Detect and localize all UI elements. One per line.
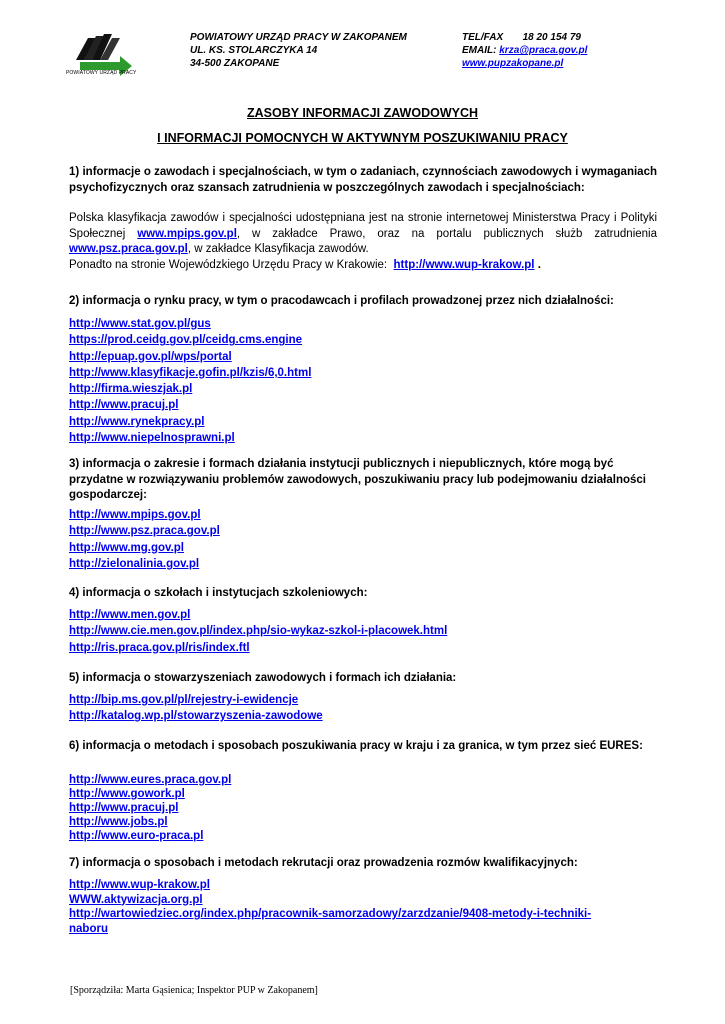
link-item[interactable]: http://www.mpips.gov.pl <box>69 509 201 521</box>
link-item[interactable]: http://zielonalinia.gov.pl <box>69 557 200 570</box>
link-item[interactable]: http://www.gowork.pl <box>69 788 185 800</box>
section-6-heading-wrap <box>69 739 657 755</box>
wup-krakow-link[interactable]: http://www.wup-krakow.pl <box>393 258 535 271</box>
link-item[interactable]: http://www.stat.gov.pl/gus <box>69 318 211 330</box>
logo-caption: POWIATOWY URZĄD PRACY <box>66 70 137 76</box>
tel-line <box>462 31 587 44</box>
section-5-links <box>69 692 669 725</box>
section-1-text-a: Polska klasyfikacja zawodów i specjalności udostępniana jest na stronie internetowej Ministerstwa Pracy i Polityki Społecznej <box>69 212 657 240</box>
section-1-heading: 1) informacje o zawodach i specjalnościach, w tym o zadaniach, czynnościach zawodowych i wymaganiach psychofizycznych oraz szansach zatrudnienia w poszczególnych zawodach i specjalnościach: <box>69 166 657 194</box>
section-7-heading: 7) informacja o sposobach i metodach rekrutacji oraz prowadzenia rozmów kwalifikacyjnych: <box>69 857 578 869</box>
link-item[interactable]: http://katalog.wp.pl/stowarzyszenia-zawodowe <box>69 710 323 723</box>
website-link[interactable]: www.pupzakopane.pl <box>462 58 564 69</box>
link-item[interactable]: http://www.pracuj.pl <box>69 399 179 412</box>
section-4-heading: 4) informacja o szkołach i instytucjach szkoleniowych: <box>69 587 368 599</box>
section-2-heading: 2) informacja o rynku pracy, w tym o pracodawcach i profilach prowadzonej przez nich działalności: <box>69 295 614 307</box>
link-item[interactable]: http://www.jobs.pl <box>69 816 168 828</box>
section-4-heading-wrap <box>69 586 657 602</box>
email-label: EMAIL: <box>462 45 497 56</box>
section-5-heading-wrap <box>69 671 657 687</box>
link-item[interactable]: http://www.euro-praca.pl <box>69 830 204 842</box>
section-1-text-c: , w zakładce Klasyfikacja zawodów. <box>187 243 369 255</box>
tel-label: TEL/FAX <box>462 32 504 43</box>
link-item[interactable]: http://ris.praca.gov.pl/ris/index.ftl <box>69 641 250 654</box>
section-1-text-e: . <box>534 258 541 271</box>
section-7-links <box>69 878 669 936</box>
email-link[interactable]: krza@praca.gov.pl <box>499 45 588 56</box>
section-1-text-d: Ponadto na stronie Wojewódzkiego Urzędu Pracy w Krakowie: <box>69 258 391 271</box>
link-item[interactable]: https://prod.ceidg.gov.pl/ceidg.cms.engine <box>69 334 303 347</box>
header-address <box>190 31 407 70</box>
section-1-paragraph-1 <box>69 211 657 258</box>
link-item[interactable]: http://www.pracuj.pl <box>69 802 179 814</box>
section-3-links <box>69 507 669 572</box>
link-item[interactable]: http://bip.ms.gov.pl/pl/rejestry-i-ewidencje <box>69 694 299 706</box>
org-name: POWIATOWY URZĄD PRACY W ZAKOPANEM <box>190 32 407 43</box>
website-line <box>462 57 587 70</box>
link-item[interactable]: http://www.men.gov.pl <box>69 609 191 621</box>
footer-author: [Sporządziła: Marta Gąsienica; Inspektor PUP w Zakopanem] <box>70 985 318 996</box>
email-line <box>462 44 587 57</box>
link-item[interactable]: http://www.cie.men.gov.pl/index.php/sio-wykaz-szkol-i-placowek.html <box>69 625 448 638</box>
link-item[interactable]: http://www.mg.gov.pl <box>69 541 184 554</box>
header-contact <box>462 31 587 70</box>
link-item[interactable]: http://www.psz.praca.gov.pl <box>69 525 220 538</box>
link-item[interactable]: http://www.rynekpracy.pl <box>69 415 205 428</box>
section-6-links <box>69 773 669 843</box>
tel-value: 18 20 154 79 <box>522 32 581 43</box>
title-line-2: I INFORMACJI POMOCNYCH W AKTYWNYM POSZUKIWANIU PRACY <box>157 131 568 145</box>
section-1-paragraph-2 <box>69 258 657 274</box>
city-address: 34-500 ZAKOPANE <box>190 58 280 69</box>
street-address: UL. KS. STOLARCZYKA 14 <box>190 45 318 56</box>
psz-link[interactable]: www.psz.praca.gov.pl <box>69 243 188 255</box>
section-1 <box>69 165 657 273</box>
title-line-1: ZASOBY INFORMACJI ZAWODOWYCH <box>246 106 479 120</box>
section-3-heading-wrap <box>69 457 659 504</box>
section-6-heading: 6) informacja o metodach i sposobach poszukiwania pracy w kraju i za granica, w tym przez sieć EURES: <box>69 740 643 752</box>
section-2-links <box>69 316 669 446</box>
link-item[interactable]: http://epuap.gov.pl/wps/portal <box>69 350 232 363</box>
section-4-links <box>69 607 669 656</box>
link-item[interactable]: naboru <box>69 922 108 935</box>
section-1-text-b: , w zakładce Prawo, oraz na portalu publicznych służb zatrudnienia <box>236 227 657 240</box>
link-item[interactable]: http://www.niepelnosprawni.pl <box>69 432 235 445</box>
section-2-heading-wrap <box>69 294 657 310</box>
mpips-link[interactable]: www.mpips.gov.pl <box>137 227 237 240</box>
link-item[interactable]: WWW.aktywizacja.org.pl <box>69 893 203 906</box>
section-3-heading: 3) informacja o zakresie i formach działania instytucji publicznych i niepublicznych, które mogą być przydatne w rozwiązywaniu problemów zawodowych, poszukiwaniu pracy lub podejmowaniu działalności gospodarczej: <box>69 458 647 501</box>
link-item[interactable]: http://www.eures.praca.gov.pl <box>69 774 232 786</box>
section-5-heading: 5) informacja o stowarzyszeniach zawodowych i formach ich działania: <box>69 672 457 684</box>
link-item[interactable]: http://www.klasyfikacje.gofin.pl/kzis/6,0.html <box>69 366 312 379</box>
link-item[interactable]: http://www.wup-krakow.pl <box>69 879 210 891</box>
link-item[interactable]: http://wartowiedziec.org/index.php/pracownik-samorzadowy/zarzdzanie/9408-metody-i-techniki- <box>69 908 592 920</box>
link-item[interactable]: http://firma.wieszjak.pl <box>69 383 193 396</box>
section-7-heading-wrap <box>69 856 657 872</box>
